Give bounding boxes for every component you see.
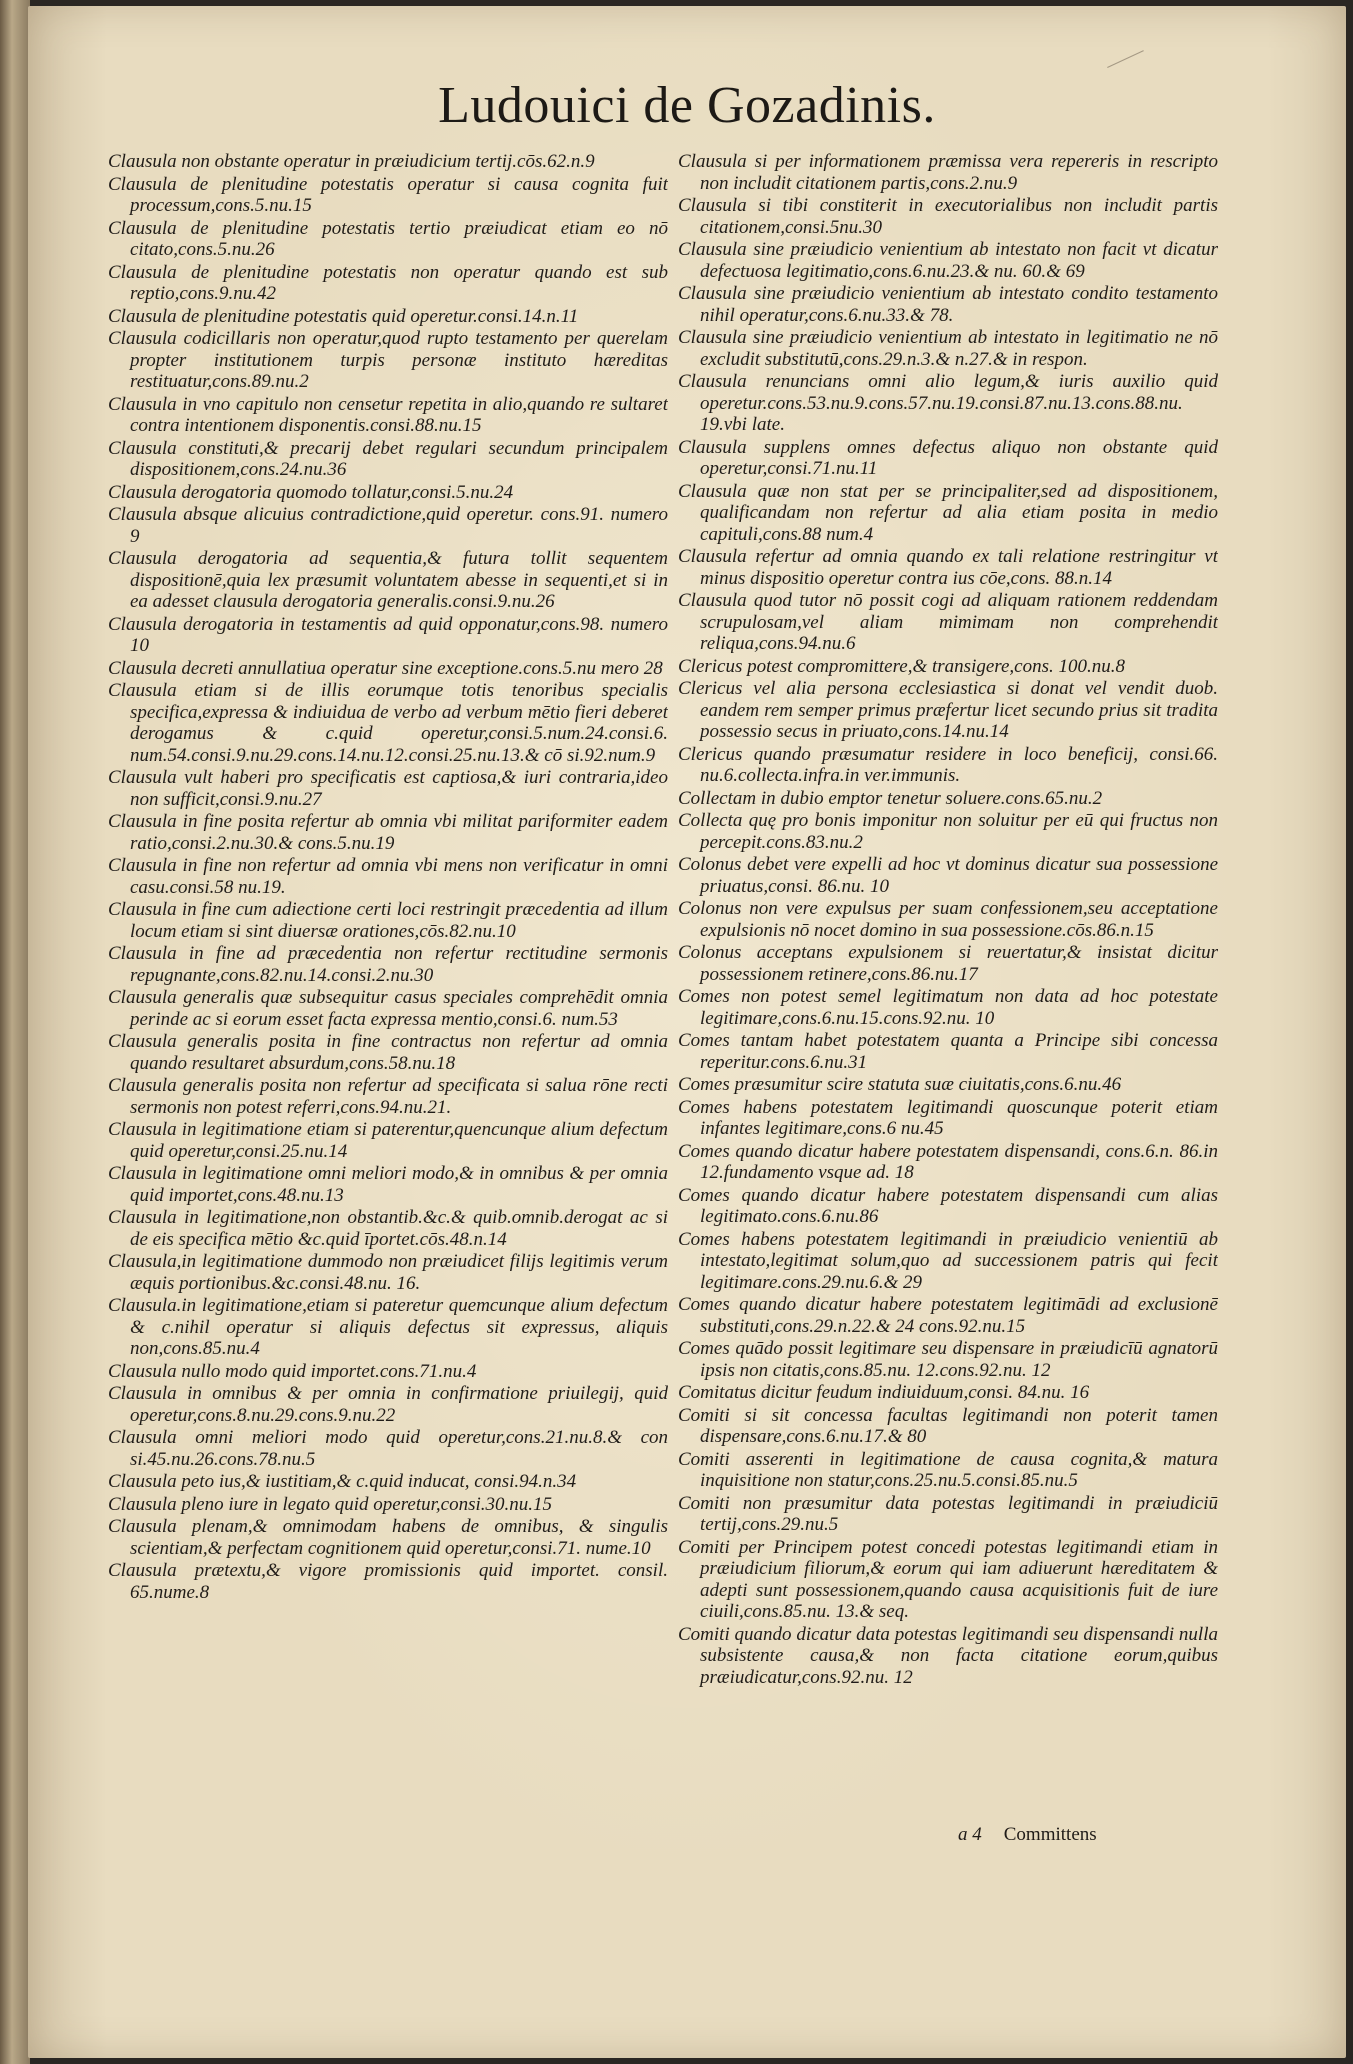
index-entry: Clausula de plenitudine potestatis operatur si causa cognita fuit processum,cons.5.nu.15 [108,173,668,216]
index-entry: Clausula si tibi constiterit in executorialibus non includit partis citationem,consi.5nu.30 [678,195,1218,238]
index-entry: Clausula in vno capitulo non censetur repetita in alio,quando re sultaret contra intentionem disponentis.consi.88.nu.15 [108,393,668,436]
index-entry: Colonus non vere expulsus per suam confessionem,seu acceptatione expulsionis nō nocet domino in sua possessione.cōs.86.n.15 [678,898,1218,941]
index-entry: Clausula generalis quæ subsequitur casus speciales comprehēdit omnia perinde ac si eorum esset facta expressa mentio,consi.6. num.53 [108,987,668,1030]
index-entry: Comes præsumitur scire statuta suæ ciuitatis,cons.6.nu.46 [678,1074,1122,1095]
index-entry: Clausula codicillaris non operatur,quod rupto testamento per querelam propter institutionem turpis personæ instituto hæreditas restituatur,cons.89.nu.2 [108,328,668,392]
index-entry: Comitatus dicitur feudum indiuiduum,consi. 84.nu. 16 [678,1382,1090,1403]
index-entry: Clericus potest compromittere,& transigere,cons. 100.nu.8 [678,655,1125,677]
index-entry: Colonus debet vere expelli ad hoc vt dominus dicatur sua possessione priuatus,consi. 86.nu. 10 [678,854,1218,897]
index-entry: Comes quando dicatur habere potestatem legitimādi ad exclusionē substituti,cons.29.n.22.& 24 cons.92.nu.15 [678,1294,1218,1337]
index-entry: Comes habens potestatem legitimandi in præiudicio venientiū ab intestato,legitimat solum,quo ad successionem patris qui fecit legitimare.cons.29.nu.6.& 29 [678,1228,1218,1293]
index-entry: Comes quando dicatur habere potestatem dispensandi, cons.6.n. 86.in 12.fundamento vsque ad. 18 [678,1140,1218,1183]
index-entry: Clausula etiam si de illis eorumque totis tenoribus specialis specifica,expressa & indiuidua de verbo ad verbum mētio fieri deberet derogamus & c.quid operetur,consi.5.num.24.consi.6. num.54.consi.9.nu.29.cons.14.nu.12.consi.25.nu.13.& cō si.92.num.9 [108,680,668,766]
index-entry: Clausula vult haberi pro specificatis est captiosa,& iuri contraria,ideo non sufficit,consi.9.nu.27 [108,767,668,810]
index-entry: Comiti non præsumitur data potestas legitimandi in præiudiciū tertij,cons.29.nu.5 [678,1492,1218,1535]
index-entry: Comiti quando dicatur data potestas legitimandi seu dispensandi nulla subsistente causa,& non facta citatione eorum,quibus præiudicatur,cons.92.nu. 12 [678,1623,1218,1688]
index-entry: Clausula absque alicuius contradictione,quid operetur. cons.91. numero 9 [108,504,668,547]
index-entry: Clausula si per informationem præmissa vera repereris in rescripto non includit citationem partis,cons.2.nu.9 [678,151,1218,194]
index-entry: Collectam in dubio emptor tenetur soluere.cons.65.nu.2 [678,787,1103,809]
index-entry: Clericus vel alia persona ecclesiastica si donat vel vendit duob. eandem rem semper primus præfertur licet secundo prius sit tradita possessio secus in priuato,cons.14.nu.14 [678,678,1218,742]
index-entry: Colonus acceptans expulsionem si reuertatur,& insistat dicitur possessionem retinere,cons.86.nu.17 [678,942,1218,985]
index-entry: Clausula generalis posita in fine contractus non refertur ad omnia quando resultaret absurdum,cons.58.nu.18 [108,1031,668,1074]
index-entry: Clausula in legitimatione,non obstantib.&c.& quib.omnib.derogat ac si de eis specifica mētio &c.quid īportet.cōs.48.n.14 [108,1207,668,1250]
index-entry: Clausula in omnibus & per omnia in confirmatione priuilegij, quid operetur,cons.8.nu.29.cons.9.nu.22 [108,1383,668,1426]
index-entry: Comiti si sit concessa facultas legitimandi non poterit tamen dispensare,cons.6.nu.17.& 80 [678,1404,1218,1447]
page-footer [958,1824,1268,1846]
index-entry: Clausula plenam,& omnimodam habens de omnibus, & singulis scientiam,& perfectam cognitionem quid operetur,consi.71. nume.10 [108,1516,668,1559]
index-entry: Comiti per Principem potest concedi potestas legitimandi etiam in præiudicium filiorum,& eorum qui iam adiuerunt hæreditatem & adepti sunt possessionem,quando causa acquisitionis fuit de iure ciuili,cons.85.nu. 13.& seq. [678,1536,1218,1622]
index-entry: Clausula in fine ad præcedentia non refertur rectitudine sermonis repugnante,cons.82.nu.14.consi.2.nu.30 [108,943,668,986]
index-entry: Clausula prætextu,& vigore promissionis quid importet. consil. 65.nume.8 [108,1560,668,1603]
index-entry: Clausula in fine non refertur ad omnia vbi mens non verificatur in omni casu.consi.58 nu.19. [108,855,668,898]
index-entry: Clausula supplens omnes defectus aliquo non obstante quid operetur,consi.71.nu.11 [678,436,1218,479]
index-entry: Clausula de plenitudine potestatis tertio præiudicat etiam eo nō citato,cons.5.nu.26 [108,217,668,260]
index-entry: Clausula,in legitimatione dummodo non præiudicet filijs legitimis verum æquis portionibus.&c.consi.48.nu. 16. [108,1251,668,1294]
index-entry: Clausula derogatoria in testamentis ad quid opponatur,cons.98. numero 10 [108,613,668,656]
index-entry: Clausula in legitimatione omni meliori modo,& in omnibus & per omnia quid importet,cons.48.nu.13 [108,1163,668,1206]
index-entry: Clausula de plenitudine potestatis non operatur quando est sub reptio,cons.9.nu.42 [108,261,668,304]
index-entry: Comiti asserenti in legitimatione de causa cognita,& matura inquisitione non statur,cons.25.nu.5.consi.85.nu.5 [678,1448,1218,1491]
index-entry: Comes tantam habet potestatem quanta a Principe sibi concessa reperitur.cons.6.nu.31 [678,1030,1218,1073]
index-entry: Clausula derogatoria quomodo tollatur,consi.5.nu.24 [108,481,514,503]
index-entry: Clausula.in legitimatione,etiam si pateretur quemcunque alium defectum & c.nihil operatur si aliquis defectus sit expressus, aliquis non,cons.85.nu.4 [108,1295,668,1359]
index-entry: Clausula quæ non stat per se principaliter,sed ad dispositionem, qualificandam non refertur ad alia etiam posita in medio capituli,cons.88 num.4 [678,480,1218,545]
adjacent-page-edge [0,0,30,2064]
index-entry: Clausula constituti,& precarij debet regulari secundum principalem dispositionem,cons.24.nu.36 [108,437,668,480]
index-entry: Clausula renuncians omni alio legum,& iuris auxilio quid operetur.cons.53.nu.9.cons.57.nu.19.consi.87.nu.13.cons.88.nu. 19.vbi late. [678,371,1218,435]
index-entry: Clausula decreti annullatiua operatur sine exceptione.cons.5.nu mero 28 [108,657,663,679]
index-entry: Clausula in fine cum adiectione certi loci restringit præcedentia ad illum locum etiam si sint diuersæ orationes,cōs.82.nu.10 [108,899,668,942]
index-entry: Comes non potest semel legitimatum non data ad hoc potestate legitimare,cons.6.nu.15.cons.92.nu. 10 [678,986,1218,1029]
index-entry: Comes quando dicatur habere potestatem dispensandi cum alias legitimato.cons.6.nu.86 [678,1184,1218,1227]
book-page [28,6,1346,2058]
index-entry: Clausula de plenitudine potestatis quid operetur.consi.14.n.11 [108,305,579,327]
index-entry: Clericus quando præsumatur residere in loco beneficij, consi.66. nu.6.collecta.infra.in ver.immunis. [678,743,1218,786]
index-entry: Clausula pleno iure in legato quid operetur,consi.30.nu.15 [108,1493,553,1515]
running-head: Ludouici de Gozadinis. [438,77,936,134]
index-entry: Clausula nullo modo quid importet.cons.71.nu.4 [108,1360,477,1382]
index-entry: Comes quādo possit legitimare seu dispensare in præiudicīū agnatorū ipsis non citatis,cons.85.nu. 12.cons.92.nu. 12 [678,1338,1218,1381]
index-entry: Clausula in legitimatione etiam si paterentur,quencunque alium defectum quid operetur,consi.25.nu.14 [108,1119,668,1162]
index-entry: Clausula in fine posita refertur ab omnia vbi militat pariformiter eadem ratio,consi.2.nu.30.& cons.5.nu.19 [108,811,668,854]
index-entry: Collecta quę pro bonis imponitur non soluitur per eū qui fructus non percepit.cons.83.nu.2 [678,810,1218,853]
index-entry: Clausula peto ius,& iustitiam,& c.quid inducat, consi.94.n.34 [108,1471,577,1492]
index-entry: Clausula sine præiudicio venientium ab intestato in legitimatio ne nō excludit substitutū,cons.29.n.3.& n.27.& in respon. [678,327,1218,370]
index-entry: Clausula sine præiudicio venientium ab intestato non facit vt dicatur defectuosa legitimatio,cons.6.nu.23.& nu. 60.& 69 [678,239,1218,282]
index-entry: Clausula non obstante operatur in præiudicium tertij.cōs.62.n.9 [108,151,595,172]
signature-mark: a 4 [958,1824,982,1845]
left-column [108,151,668,1921]
index-entry: Clausula omni meliori modo quid operetur,cons.21.nu.8.& con si.45.nu.26.cons.78.nu.5 [108,1427,668,1470]
right-column [678,151,1218,1921]
index-entry: Clausula sine præiudicio venientium ab intestato condito testamento nihil operatur,cons.6.nu.33.& 78. [678,283,1218,326]
index-entry: Clausula generalis posita non refertur ad specificata si salua rōne recti sermonis non potest referri,cons.94.nu.21. [108,1075,668,1118]
catchword: Committens [1003,1824,1097,1845]
index-entry: Clausula derogatoria ad sequentia,& futura tollit sequentem dispositionē,quia lex præsumit voluntatem abesse in sequenti,et si in ea adesset clausula derogatoria generalis.consi.9.nu.26 [108,548,668,612]
ink-mark [1107,50,1149,79]
index-entry: Clausula refertur ad omnia quando ex tali relatione restringitur vt minus dispositio operetur contra ius cōe,cons. 88.n.14 [678,546,1218,589]
index-entry: Comes habens potestatem legitimandi quoscunque poterit etiam infantes legitimare,cons.6 nu.45 [678,1096,1218,1139]
index-entry: Clausula quod tutor nō possit cogi ad aliquam rationem reddendam scrupulosam,vel aliam mimimam non comprehendit reliqua,cons.94.nu.6 [678,590,1218,654]
